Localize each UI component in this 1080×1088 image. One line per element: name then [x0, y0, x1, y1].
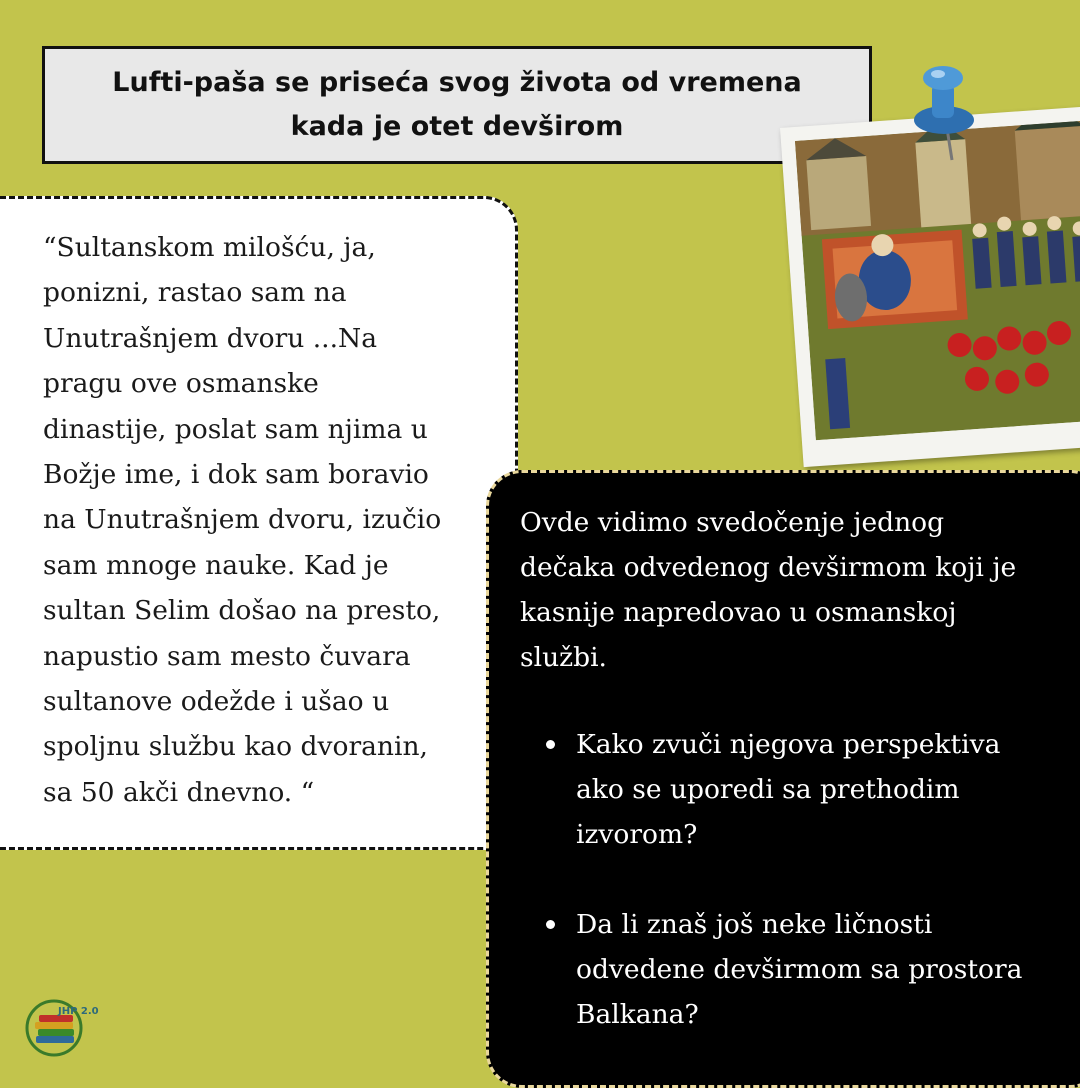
title-line-1: Lufti-paša se priseća svog života od vremena [112, 67, 802, 98]
title-line-2: kada je otet devširom [290, 111, 624, 142]
title-box [42, 46, 872, 164]
intro-line: kasnije napredovao u osmanskoj [520, 597, 957, 628]
quote-text [43, 225, 483, 815]
quote-line: Božje ime, i dok sam boravio [43, 459, 429, 491]
question-item [520, 902, 1040, 1037]
quote-line: dinastije, poslat sam njima u [43, 413, 428, 445]
quote-line: na Unutrašnjem dvoru, izučio [43, 504, 442, 536]
bullet-icon [546, 740, 555, 749]
intro-line: Ovde vidimo svedočenje jednog [520, 507, 945, 538]
quote-line: “Sultanskom milošću, ja, [43, 232, 376, 263]
bullet-icon [546, 920, 555, 929]
quote-line: sa 50 akči dnevno. “ [43, 776, 315, 808]
question-item [520, 722, 1040, 857]
question-line: ako se uporedi sa prethodim [576, 774, 960, 805]
quote-line: sam mnoge nauke. Kad je [43, 549, 389, 581]
logo-text: JHP 2.0 [58, 1006, 99, 1017]
intro-line: službi. [520, 642, 607, 673]
question-line: Kako zvuči njegova perspektiva [576, 729, 1001, 760]
quote-line: sultan Selim došao na presto, [43, 595, 441, 627]
question-line: odvedene devširmom sa prostora [576, 954, 1023, 985]
miniature-painting [795, 120, 1080, 440]
quote-line: spoljnu službu kao dvoranin, [43, 731, 428, 763]
quote-line: pragu ove osmanske [43, 368, 319, 400]
intro-line: dečaka odvedenog devširmom koji je [520, 552, 1017, 583]
question-list [520, 722, 1040, 1082]
question-line: Da li znaš još neke ličnosti [576, 909, 933, 940]
question-line: izvorom? [576, 819, 698, 850]
quote-line: Unutrašnjem dvoru ...Na [43, 322, 378, 354]
quote-line: napustio sam mesto čuvara [43, 640, 411, 672]
commentary-intro [520, 500, 1060, 680]
quote-line: sultanove odežde i ušao u [43, 686, 390, 718]
quote-line: ponizni, rastao sam na [43, 277, 347, 309]
question-line: Balkana? [576, 999, 699, 1030]
pushpin-icon [908, 62, 988, 162]
